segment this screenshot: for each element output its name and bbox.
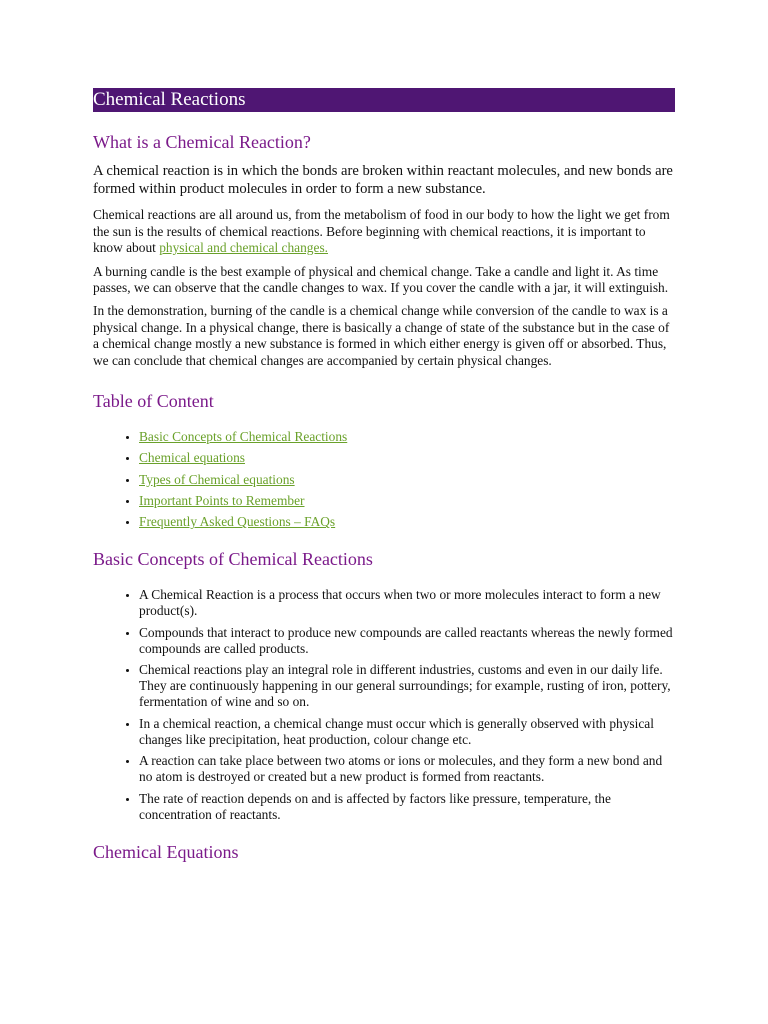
toc-link-chemical-equations[interactable]: Chemical equations [139, 450, 245, 466]
toc-link-types-of-equations[interactable]: Types of Chemical equations [139, 471, 295, 487]
toc-link-faqs[interactable]: Frequently Asked Questions – FAQs [139, 514, 336, 530]
heading-chemical-equations: Chemical Equations [93, 841, 239, 862]
physical-chemical-changes-link[interactable]: physical and chemical changes. [159, 240, 329, 256]
intro-paragraph-3: A burning candle is the best example of physical and chemical change. Take a candle and light it. As time passes, we can observe that the candle changes to wax. If you cover the candle with a jar, it will extinguish. [93, 263, 669, 296]
heading-table-of-content: Table of Content [93, 391, 214, 412]
intro-paragraph-2 [93, 207, 675, 256]
toc-item [139, 472, 675, 488]
toc-link-important-points[interactable]: Important Points to Remember [139, 492, 305, 508]
document-page [93, 88, 675, 872]
toc-item [139, 493, 675, 509]
intro-paragraph-1: A chemical reaction is in which the bonds are broken within reactant molecules, and new bonds are formed within product molecules in order to form a new substance. [93, 163, 673, 198]
toc-item [139, 450, 675, 466]
intro-paragraph-4: In the demonstration, burning of the candle is a chemical change while conversion of the candle to wax is a physical change. In a physical change, there is basically a change of state of the substance but in the case of a chemical change mostly a new substance is formed in which either energy is given off or absorbed. Thus, we can conclude that chemical changes are accompanied by certain physical changes. [93, 303, 670, 368]
list-item: • Compounds that interact to produce new compounds are called reactants whereas the newly formed compounds are called products. [139, 625, 675, 657]
table-of-content-list [93, 429, 675, 530]
list-item: • A reaction can take place between two atoms or ions or molecules, and they form a new bond and no atom is destroyed or created but a new product is formed from reactants. [139, 753, 675, 785]
list-item: • Chemical reactions play an integral role in different industries, customs and even in our daily life. They are continuously happening in our general surroundings; for example, rusting of iron, pottery, fermentation of wine and so on. [139, 662, 675, 710]
heading-basic-concepts: Basic Concepts of Chemical Reactions [93, 549, 373, 570]
document-title: Chemical Reactions [93, 88, 675, 112]
heading-what-is: What is a Chemical Reaction? [93, 132, 311, 152]
list-item: • In a chemical reaction, a chemical change must occur which is generally observed with physical changes like precipitation, heat production, colour change etc. [139, 716, 675, 748]
toc-item [139, 429, 675, 445]
basic-concepts-list [93, 587, 675, 823]
list-item: • A Chemical Reaction is a process that occurs when two or more molecules interact to form a new product(s). [139, 587, 675, 619]
intro-paragraph-2-text: Chemical reactions are all around us, from the metabolism of food in our body to how the light we get from the sun is the results of chemical reactions. Before beginning with chemical reactions, it is important to know about [93, 207, 670, 256]
toc-link-basic-concepts[interactable]: Basic Concepts of Chemical Reactions [139, 429, 348, 445]
list-item: • The rate of reaction depends on and is affected by factors like pressure, temperature, the concentration of reactants. [139, 791, 675, 823]
toc-item [139, 514, 675, 530]
